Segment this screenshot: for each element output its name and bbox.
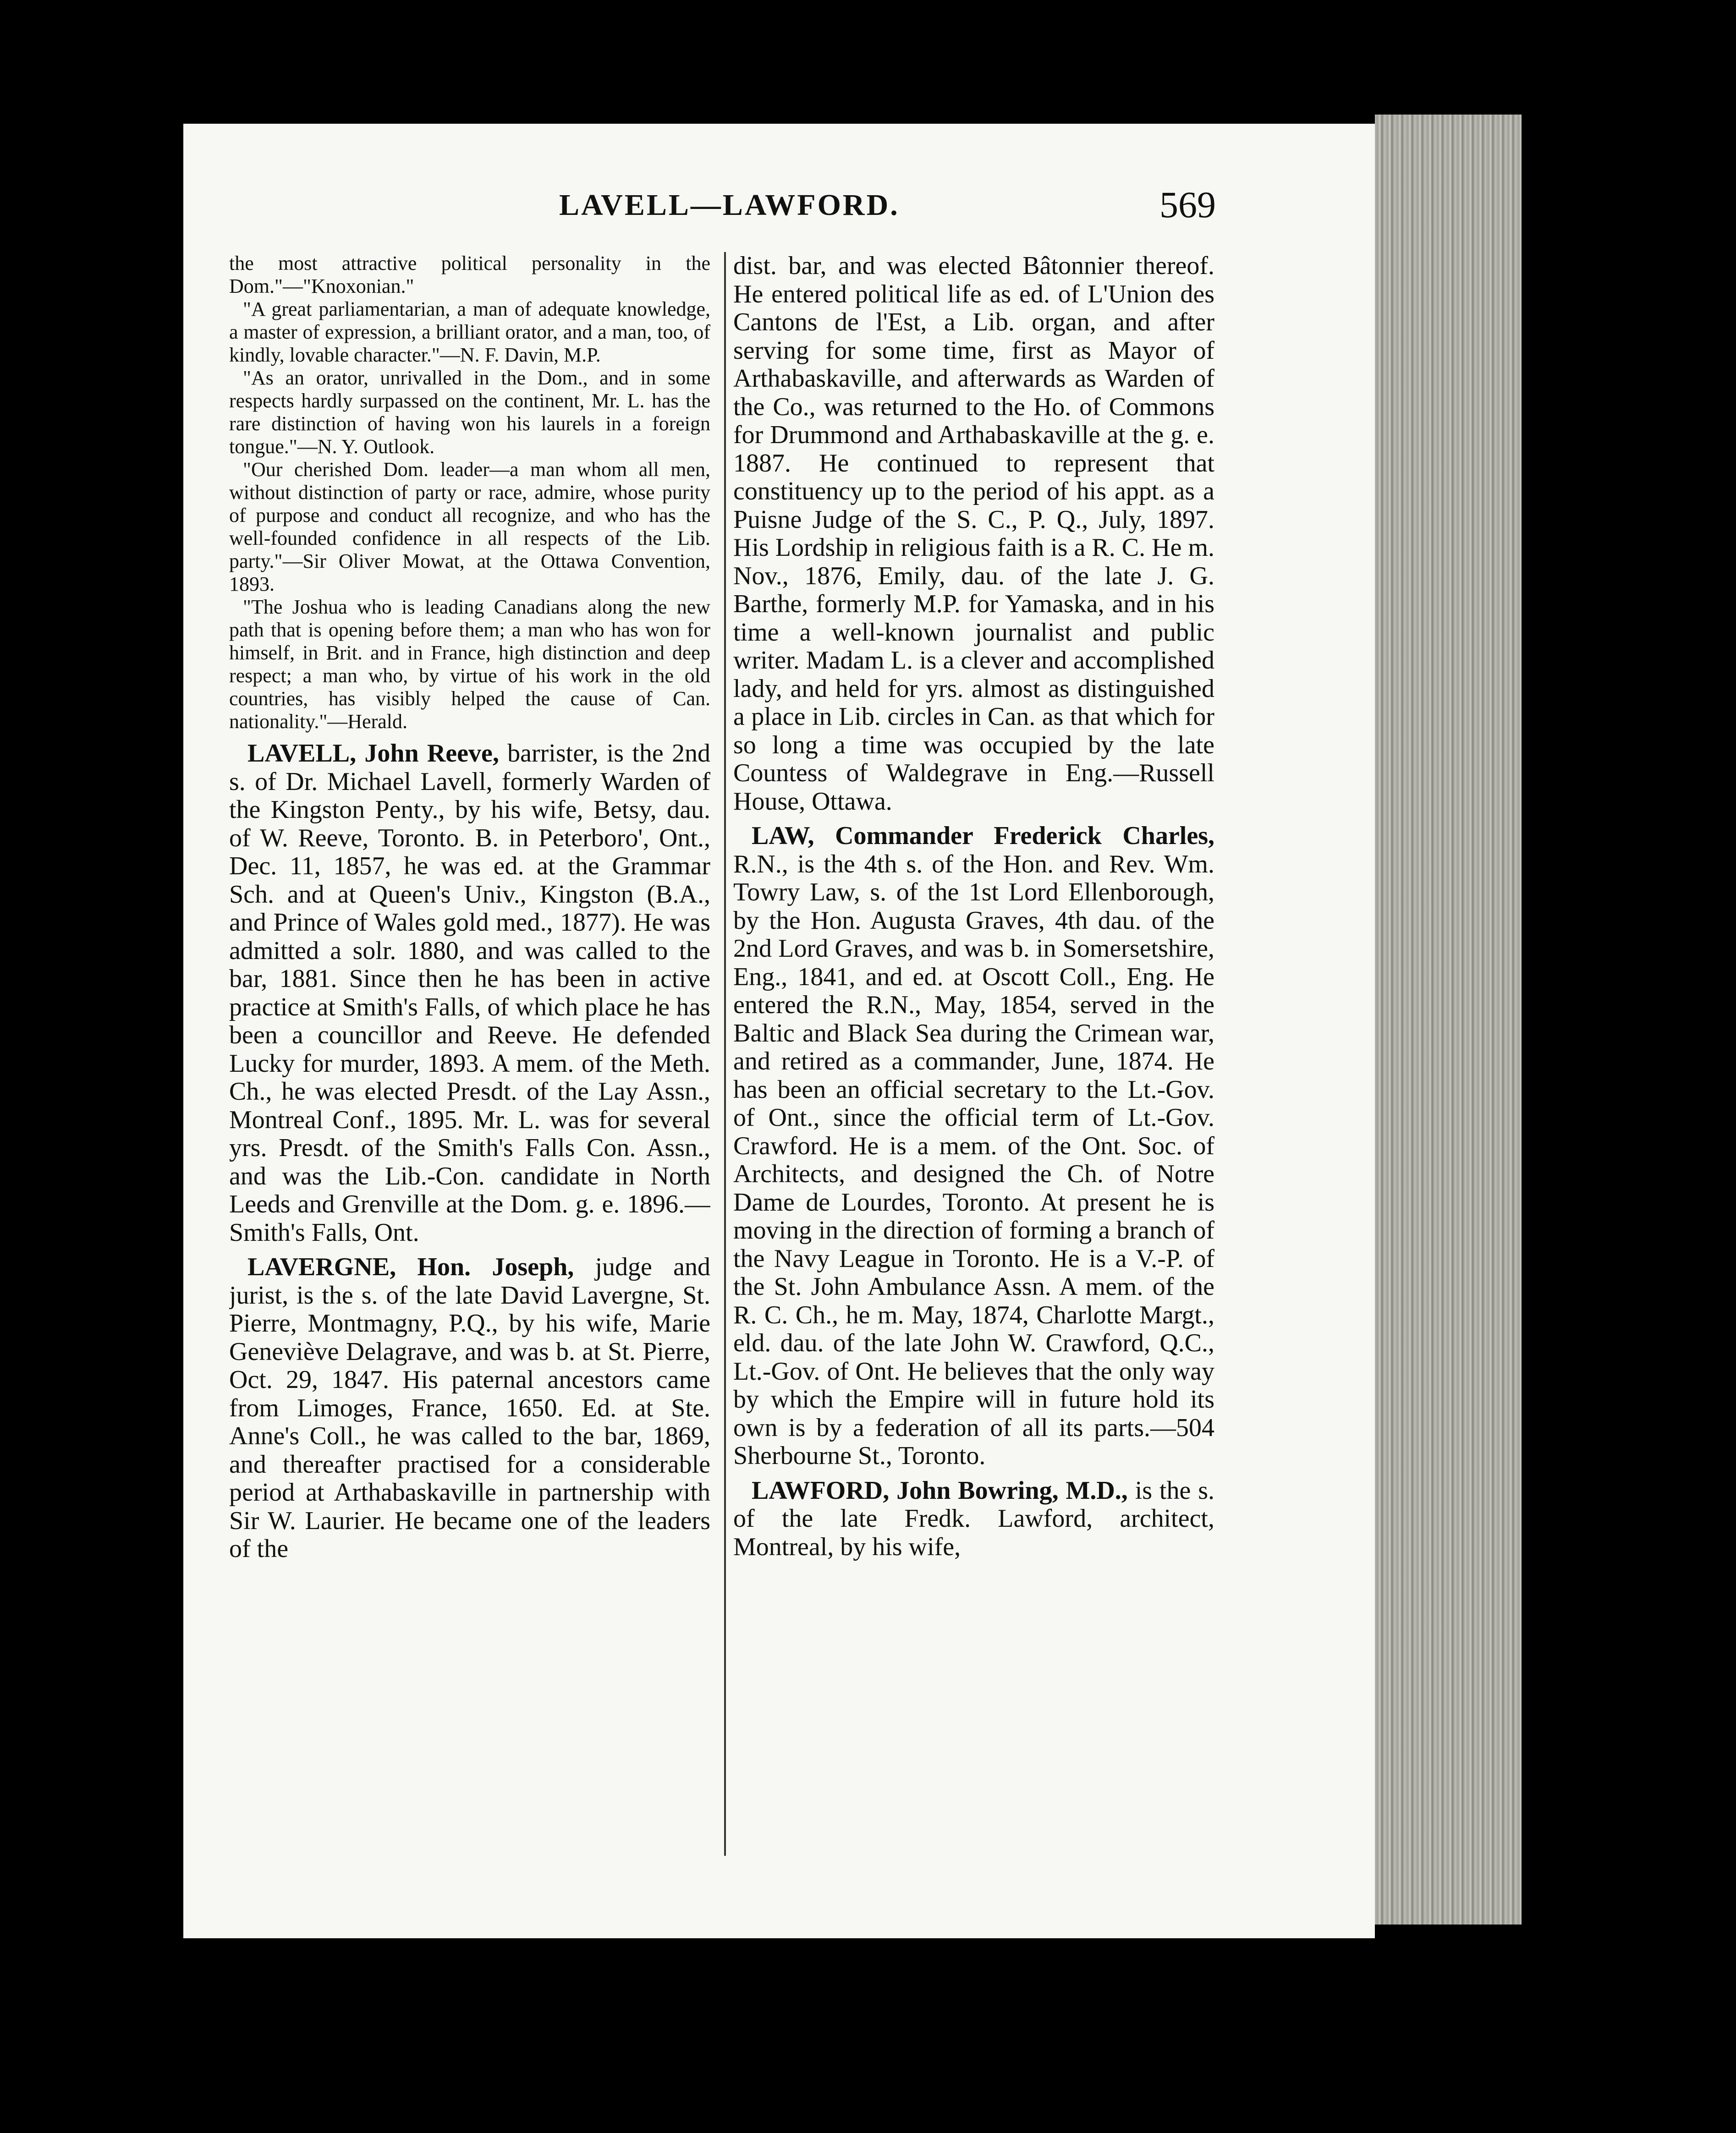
running-title: LAVELL—LAWFORD. bbox=[559, 188, 900, 222]
entry-text-lavell: barrister, is the 2nd s. of Dr. Michael Lavell, formerly Warden of the Kingston Penty., by his wife, Betsy, dau. of W. Reeve, Toronto. B. in Peterboro', Ont., Dec. 11, 1857, he was ed. at the Grammar Sch. and at Queen's Univ., Kingston (B.A., and Prince of Wales gold med., 1877). He was admitted a solr. 1880, and was called to the bar, 1881. Since then he has been in active practice at Smith's Falls, of which place he has been a councillor and Reeve. He defended Lucky for murder, 1893. A mem. of the Meth. Ch., he was elected Presdt. of the Lay Assn., Montreal Conf., 1895. Mr. L. was for several yrs. Presdt. of the Smith's Falls Con. Assn., and was the Lib.-Con. candidate in North Leeds and Grenville at the Dom. g. e. 1896.—Smith's Falls, Ont. bbox=[229, 739, 710, 1247]
page-header bbox=[183, 183, 1375, 238]
page-number: 569 bbox=[1159, 184, 1216, 225]
quote-herald: "The Joshua who is leading Canadians along the new path that is opening before them; a man who has won for himself, in Brit. and in France, high distinction and deep respect; a man who, by virtue of his work in the old countries, has visibly helped the cause of Can. nationality."—Herald. bbox=[229, 596, 710, 733]
quote-outlook: "As an orator, unrivalled in the Dom., and in some respects hardly surpassed on the continent, Mr. L. has the rare distinction of having won his laurels in a foreign tongue."—N. Y. Outlook. bbox=[229, 367, 710, 458]
column-divider bbox=[724, 252, 726, 1856]
entry-law bbox=[733, 822, 1214, 1470]
left-column bbox=[229, 252, 710, 1856]
right-column bbox=[733, 252, 1214, 1856]
entry-lavell bbox=[229, 740, 710, 1247]
entry-heading-lavergne: LAVERGNE, Hon. Joseph, bbox=[247, 1253, 574, 1281]
entry-lavergne bbox=[229, 1253, 710, 1563]
book-page bbox=[183, 124, 1375, 1938]
page-edge-shadow bbox=[1375, 115, 1522, 1925]
entry-text-lavergne: judge and jurist, is the s. of the late David Lavergne, St. Pierre, Montmagny, P.Q., by his wife, Marie Geneviève Delagrave, and was b. at St. Pierre, Oct. 29, 1847. His paternal ancestors came from Limoges, France, 1650. Ed. at Ste. Anne's Coll., he was called to the bar, 1869, and thereafter practised for a considerable period at Arthabaskaville in partnership with Sir W. Laurier. He became one of the leaders of the bbox=[229, 1253, 710, 1563]
quote-davin: "A great parliamentarian, a man of adequate knowledge, a master of expression, a brilliant orator, and a man, too, of kindly, lovable character."—N. F. Davin, M.P. bbox=[229, 298, 710, 366]
entry-heading-lawford: LAWFORD, John Bowring, M.D., bbox=[752, 1476, 1128, 1505]
entry-text-law: R.N., is the 4th s. of the Hon. and Rev. Wm. Towry Law, s. of the 1st Lord Ellenborough, by the Hon. Augusta Graves, 4th dau. of the 2nd Lord Graves, and was b. in Somersetshire, Eng., 1841, and ed. at Oscott Coll., Eng. He entered the R.N., May, 1854, served in the Baltic and Black Sea during the Crimean war, and retired as a commander, June, 1874. He has been an official secretary to the Lt.-Gov. of Ont., since the official term of Lt.-Gov. Crawford. He is a mem. of the Ont. Soc. of Architects, and designed the Ch. of Notre Dame de Lourdes, Toronto. At present he is moving in the direction of forming a branch of the Navy League in Toronto. He is a V.-P. of the St. John Ambulance Assn. A mem. of the R. C. Ch., he m. May, 1874, Charlotte Margt., eld. dau. of the late John W. Crawford, Q.C., Lt.-Gov. of Ont. He believes that the only way by which the Empire will in future hold its own is by a federation of all its parts.—504 Sherbourne St., Toronto. bbox=[733, 850, 1214, 1470]
entry-lavergne-continued: dist. bar, and was elected Bâtonnier thereof. He entered political life as ed. of L'Union des Cantons de l'Est, a Lib. organ, and after serving for some time, first as Mayor of Arthabaskaville, and afterwards as Warden of the Co., was returned to the Ho. of Commons for Drummond and Arthabaskaville at the g. e. 1887. He continued to represent that constituency up to the period of his appt. as a Puisne Judge of the S. C., P. Q., July, 1897. His Lordship in religious faith is a R. C. He m. Nov., 1876, Emily, dau. of the late J. G. Barthe, formerly M.P. for Yamaska, and in his time a well-known journalist and public writer. Madam L. is a clever and accomplished lady, and held for yrs. almost as distinguished a place in Lib. circles in Can. as that which for so long a time was occupied by the late Countess of Waldegrave in Eng.—Russell House, Ottawa. bbox=[733, 252, 1214, 816]
quote-knoxonian: the most attractive political personality in the Dom."—"Knoxonian." bbox=[229, 252, 710, 297]
quote-mowat: "Our cherished Dom. leader—a man whom all men, without distinction of party or race, admire, whose purity of purpose and conduct all recognize, and who has the well-founded confidence in all respects of the Lib. party."—Sir Oliver Mowat, at the Ottawa Convention, 1893. bbox=[229, 458, 710, 595]
entry-heading-law: LAW, Commander Frederick Charles, bbox=[752, 822, 1214, 850]
entry-text-lawford: is the s. of the late Fredk. Lawford, architect, Montreal, by his wife, bbox=[733, 1476, 1214, 1561]
entry-heading-lavell: LAVELL, John Reeve, bbox=[247, 739, 499, 768]
entry-lawford bbox=[733, 1477, 1214, 1562]
